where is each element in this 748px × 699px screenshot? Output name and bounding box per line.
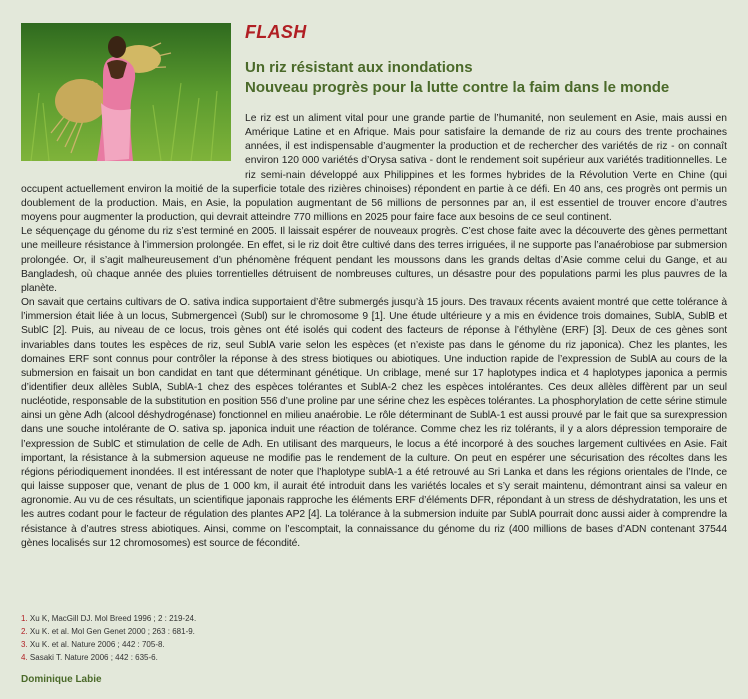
photo-wrap-spacer <box>21 112 245 176</box>
references-list <box>21 612 421 664</box>
headline-title: Un riz résistant aux inondations <box>245 59 473 76</box>
article-body <box>21 112 727 551</box>
section-kicker: FLASH <box>245 22 307 42</box>
article-headline <box>245 58 730 98</box>
reference-item: 3. Xu K. et al. Nature 2006 ; 442 : 705-8. <box>21 640 165 649</box>
reference-item: 2. Xu K. et al. Mol Gen Genet 2000 ; 263 : 681-9. <box>21 627 195 636</box>
reference-item: 4. Sasaki T. Nature 2006 ; 442 : 635-6. <box>21 653 158 662</box>
author-byline: Dominique Labie <box>21 674 102 685</box>
paragraph-intro: Le riz est un aliment vital pour une grande partie de l’humanité, non seulement en Asie, mais aussi en Amérique Latine et en Afrique. Mais pour satisfaire la demande de riz au cours des trente prochaines années, il est indispensable d’augmenter la production et de rechercher des variétés de riz - on connaît environ 120 000 variétés d’Orysa sativa - dont le rendement soit supérieur aux variétés traditionnelles. Le riz semi-nain développé aux Philippines et les formes hybrides de la Révolution Verte en Chine (qui occupent actuellement environ la moitié de la superficie totale des rizières chinoises) répondent en partie à ce défi. En 40 ans, ces progrès ont permis un doublement de la production. Mais, en Asie, la population augmentant de 56 millions de personnes par an, il est essentiel de trouver encore d’autres moyens pour augmenter la production, qui devrait atteindre 770 millions en 2025 pour faire face aux besoins de ce seul continent. <box>21 113 727 224</box>
reference-item: 1. Xu K, MacGill DJ. Mol Breed 1996 ; 2 : 219-24. <box>21 614 197 623</box>
headline-subtitle: Nouveau progrès pour la lutte contre la faim dans le monde <box>245 79 670 96</box>
paragraph-sequencing: Le séquençage du génome du riz s’est terminé en 2005. Il laissait espérer de nouveaux progrès. C’est chose faite avec la découverte des gènes permettant une meilleure résistance à l’immersion prolongée. En effet, si le riz doit être cultivé dans des terres irriguées, il ne supporte pas l’anaérobiose par submersion prolongée. Or, il s’agit malheureusement d’un phénomène fréquent pendant les moussons dans les grands deltas d’Asie comme celui du Gange, et au Bangladesh, où chaque année des pluies torrentielles détruisent de nombreuses cultures, un désastre pour des populations parmi les plus pauvres de la planète. <box>21 226 727 294</box>
paragraph-results: On savait que certains cultivars de O. sativa indica supportaient d’être submergés jusqu’à 15 jours. Des travaux récents avaient montré que cette tolérance à l’immersion était liée à un locus, Submergenceì (Subl) sur le chromosome 9 [1]. Une étude ultérieure y a mis en évidence trois domaines, SublA, SublB et SublC [2]. Puis, au niveau de ce locus, trois gènes ont été isolés qui codent des facteurs de réponse à l’éthylène (ERF) [3]. Deux de ces gènes sont invariables dans toutes les espèces de riz, seul SublA varie selon les espèces (et n’existe pas dans le génome du riz japonica). Chez les plantes, les domaines ERF sont connus pour contrôler la réponse à des stress biotiques ou abiotiques. Une induction rapide de l’expression de SublA au cours de la submersion en faisait un bon candidat en tant que déterminant génétique. Un criblage, mené sur 17 haplotypes indica et 4 haplotypes japonica a permis d’identifier deux allèles SublA, SublA-1 chez des espèces tolérantes et SublA-2 chez les espèces intolérantes. Ces deux allèles diffèrent par un seul nucléotide, responsable de la substitution en position 556 d’une proline par une sérine chez les espèces tolérantes. La phosphorylation de cette sérine stimule ainsi un gène Adh (alcool déshydrogénase) fonctionnel en milieu anaérobie. Le rôle déterminant de SublA-1 est aussi prouvé par le fait que sa surexpression dans une souche intolérante de O. sativa sp. japonica induit une réaction de tolérance. Comme chez les riz tolérants, il y a alors dépression temporaire de l’expression de SublC et stimulation de celle de Adh. En utilisant des marqueurs, le locus a été incorporé à des souches largement cultivées en Asie. Fait important, la résistance à la submersion aqueuse ne modifie pas le rendement de la culture. On peut en espérer une sécurisation des récoltes dans les régions périodiquement inondées. Il est intéressant de noter que l’haplotype sublA-1 a été retrouvé au Sri Lanka et dans les régions orientales de l’Inde, ce qui laisse supposer que, venant de plus de 1 000 km, il aurait été introduit dans les variétés locales et s’y serait maintenu, démontrant ainsi sa valeur en agronomie. Au vu de ces résultats, un scientifique japonais rapproche les éléments ERF d’éléments DFR, répondant à un stress de déshydratation, les uns et les autres codant pour le facteur de régulation des plantes AP2 [4]. La tolérance à la submersion induite par SublA pourrait donc aussi aider à comprendre la résistance à d’autres stress abiotiques. Ainsi, comme on l’escomptait, la connaissance du génome du riz (400 millions de bases d’ADN contenant 37544 gènes localisés sur 12 chromosomes) est source de fécondité. <box>21 297 727 549</box>
